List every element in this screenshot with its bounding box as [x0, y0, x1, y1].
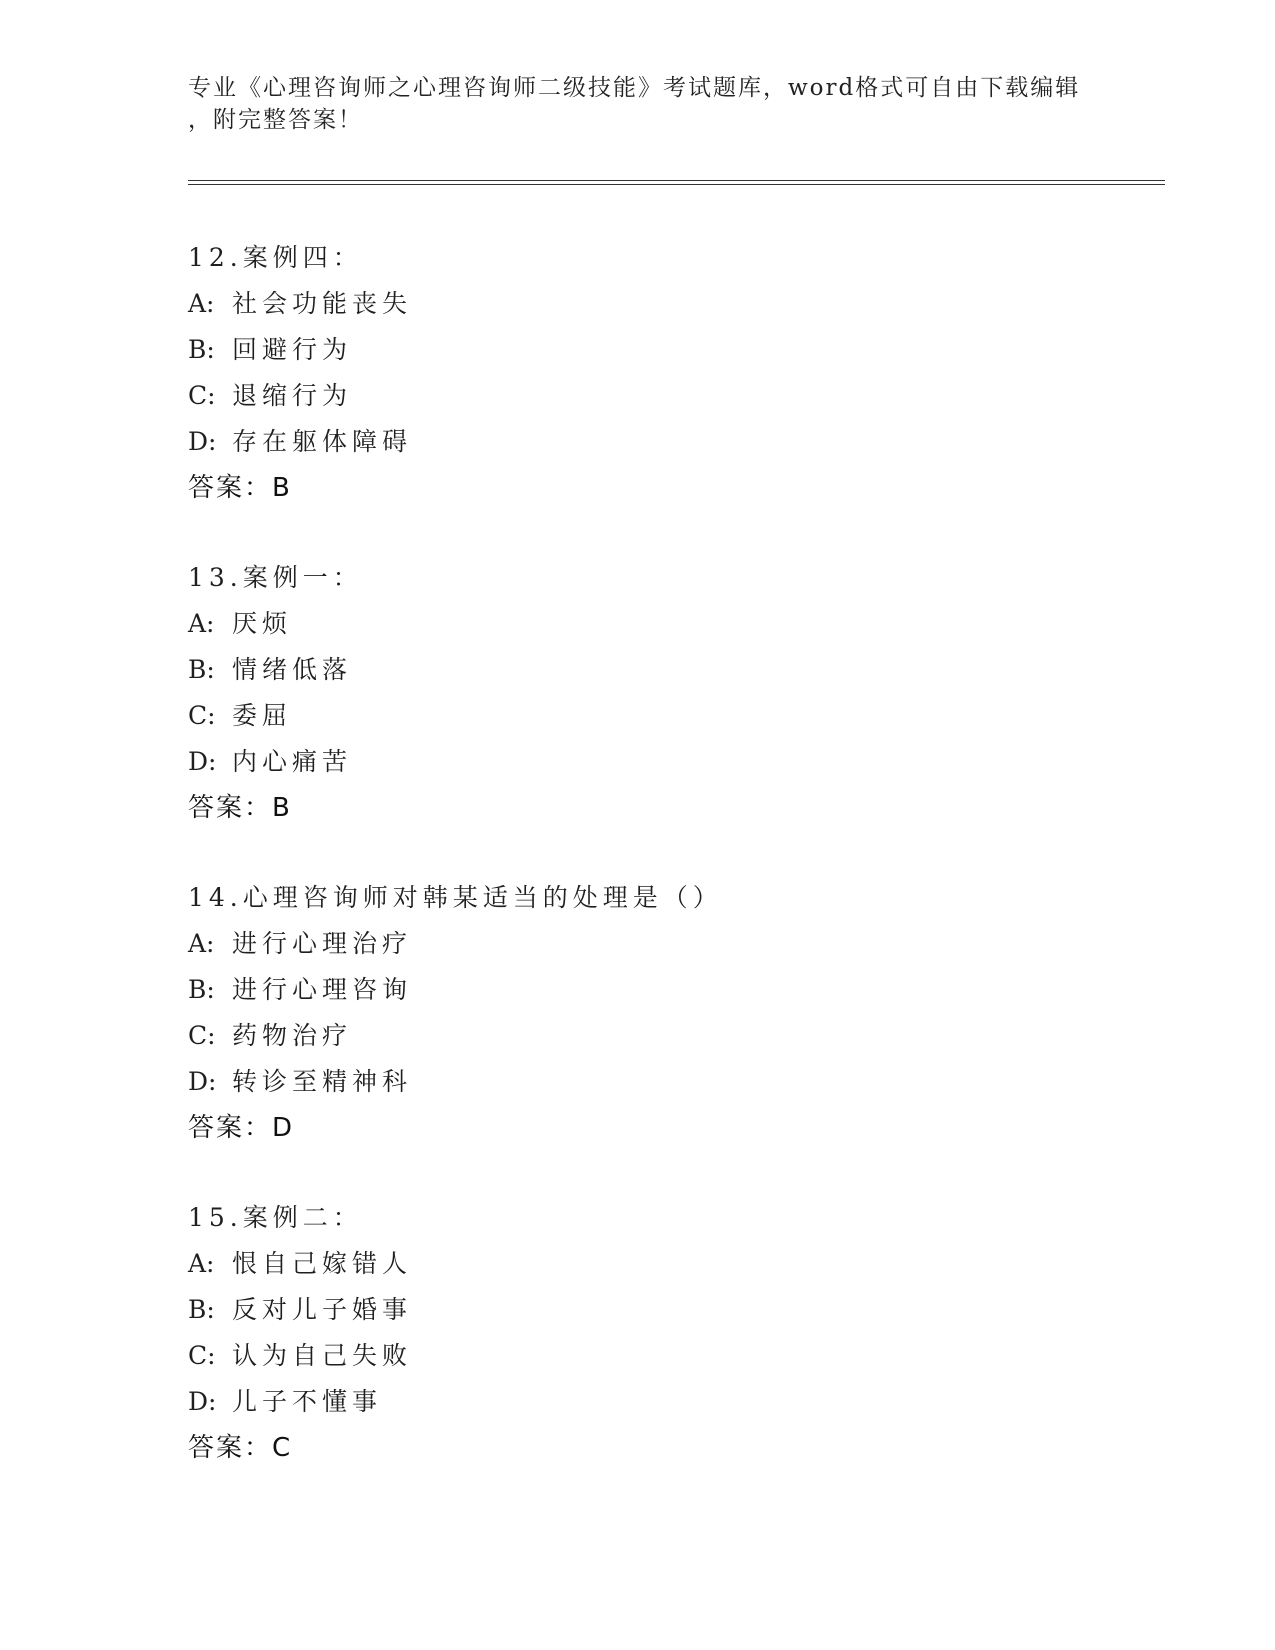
option-text: 进行心理治疗 [232, 929, 413, 958]
option-b [188, 967, 1148, 1013]
option-a [188, 601, 1148, 647]
option-text: 转诊至精神科 [232, 1067, 413, 1096]
option-text: 进行心理咨询 [232, 975, 413, 1004]
option-letter: D: [188, 427, 217, 456]
option-letter: D: [188, 1067, 217, 1096]
question-stem: 14.心理咨询师对韩某适当的处理是（） [188, 883, 723, 912]
option-letter: C: [188, 381, 216, 410]
option-d [188, 419, 1148, 465]
option-c [188, 1333, 1148, 1379]
option-text: 委屈 [232, 701, 293, 730]
option-text: 存在躯体障碍 [232, 427, 413, 456]
option-letter: B: [188, 1295, 215, 1324]
option-text: 恨自己嫁错人 [232, 1249, 413, 1278]
option-letter: C: [188, 1021, 216, 1050]
option-letter: A: [188, 1249, 215, 1278]
option-letter: A: [188, 609, 215, 638]
option-d [188, 1059, 1148, 1105]
option-text: 反对儿子婚事 [232, 1295, 413, 1324]
document-header [188, 72, 1088, 136]
question-14 [188, 875, 1148, 1151]
question-stem: 12.案例四： [188, 243, 363, 272]
option-letter: D: [188, 747, 217, 776]
option-d [188, 1379, 1148, 1425]
option-text: 内心痛苦 [232, 747, 353, 776]
option-b [188, 327, 1148, 373]
question-15 [188, 1195, 1148, 1471]
header-divider-bottom [188, 184, 1165, 185]
option-a [188, 1241, 1148, 1287]
option-text: 药物治疗 [232, 1021, 353, 1050]
option-a [188, 921, 1148, 967]
option-c [188, 373, 1148, 419]
answer-line: 答案：B [188, 473, 292, 503]
option-letter: C: [188, 701, 216, 730]
option-c [188, 693, 1148, 739]
option-letter: B: [188, 975, 215, 1004]
option-letter: C: [188, 1341, 216, 1370]
question-stem: 15.案例二： [188, 1203, 363, 1232]
option-text: 退缩行为 [232, 381, 353, 410]
question-list [188, 235, 1148, 1515]
question-stem: 13.案例一： [188, 563, 363, 592]
option-b [188, 647, 1148, 693]
option-b [188, 1287, 1148, 1333]
answer-line: 答案：C [188, 1433, 293, 1463]
option-text: 情绪低落 [232, 655, 353, 684]
header-divider-top [188, 180, 1165, 181]
option-letter: B: [188, 655, 215, 684]
header-line-1: 专业《心理咨询师之心理咨询师二级技能》考试题库，word格式可自由下载编辑 [188, 75, 1081, 101]
answer-line: 答案：B [188, 793, 292, 823]
header-line-2: ，附完整答案！ [188, 107, 363, 133]
option-text: 儿子不懂事 [232, 1387, 383, 1416]
answer-line: 答案：D [188, 1113, 295, 1143]
question-12 [188, 235, 1148, 511]
option-c [188, 1013, 1148, 1059]
option-letter: D: [188, 1387, 217, 1416]
option-letter: B: [188, 335, 215, 364]
option-text: 认为自己失败 [232, 1341, 413, 1370]
option-text: 厌烦 [232, 609, 293, 638]
option-text: 社会功能丧失 [232, 289, 413, 318]
option-d [188, 739, 1148, 785]
option-letter: A: [188, 289, 215, 318]
question-13 [188, 555, 1148, 831]
option-letter: A: [188, 929, 215, 958]
option-a [188, 281, 1148, 327]
option-text: 回避行为 [232, 335, 353, 364]
